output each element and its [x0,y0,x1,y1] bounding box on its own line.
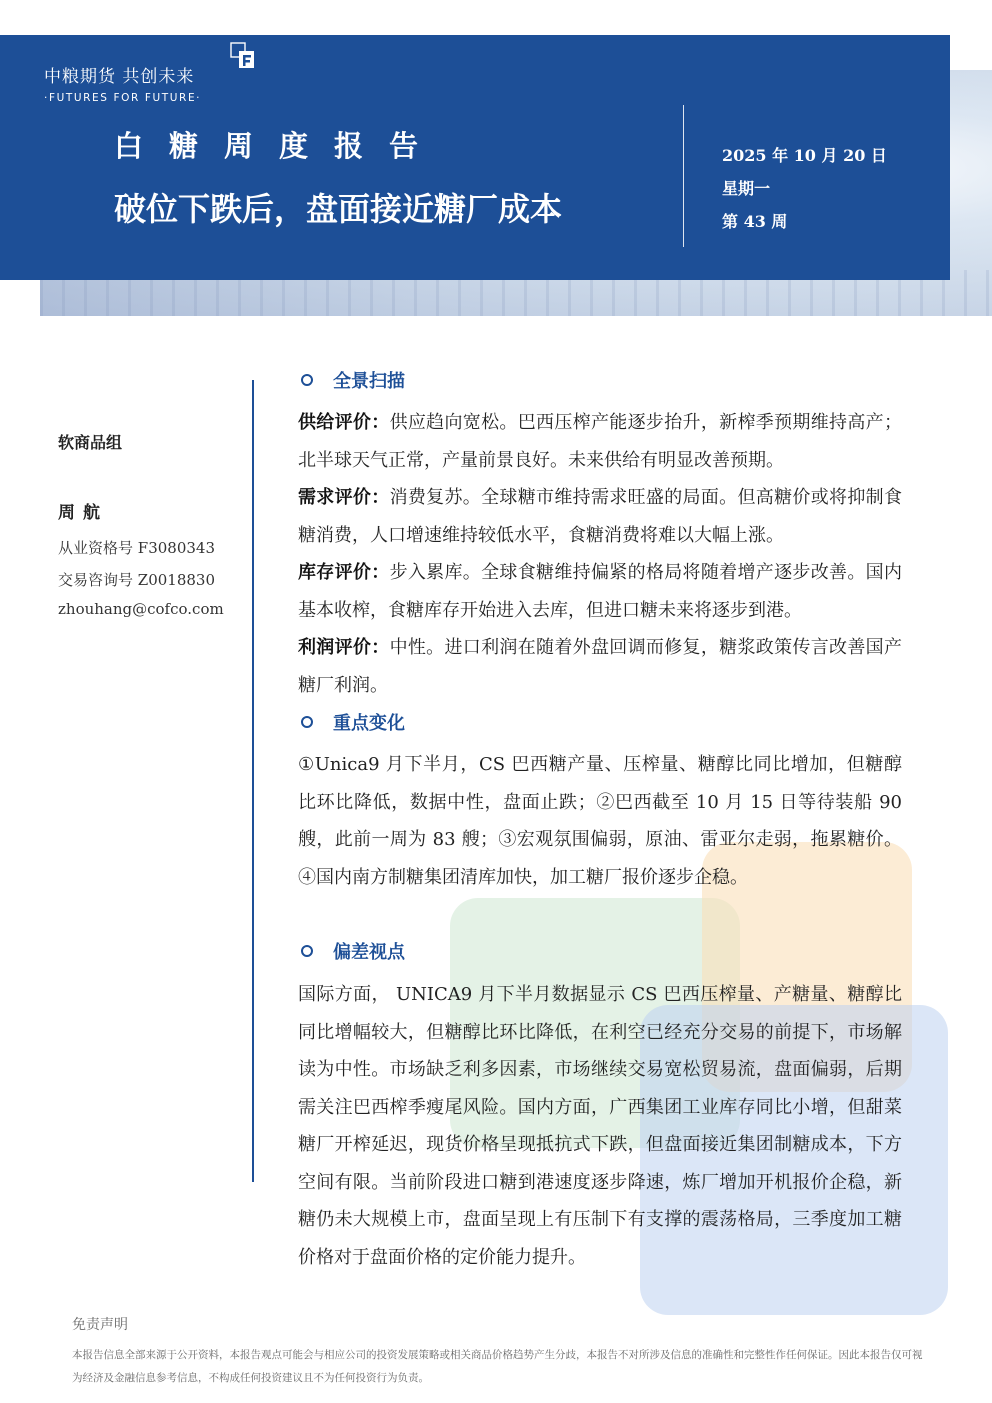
report-date: 2025 年 10 月 20 日 [722,146,887,165]
report-title: 白糖周度报告 [114,129,445,163]
key-changes-paragraph: ①Unica9 月下半月，CS 巴西糖产量、压榨量、糖醇比同比增加，但糖醇比环比降低，数据中性，盘面止跌；②巴西截至 10 月 15 日等待装船 90 艘，此前一周为 83 艘；③宏观氛围偏弱，原油、雷亚尔走弱，拖累糖价。④国内南方制糖集团清库加快，加工糖厂报价逐步企稳。 [298,754,902,888]
column-divider [252,380,254,1182]
report-meta [722,146,887,245]
report-week: 第 43 周 [722,212,788,231]
analyst-group: 软商品组 [58,433,123,452]
logo-chinese-text: 中粮期货 共创未来 [44,67,195,87]
supply-item: 供给评价：供应趋向宽松。巴西压榨产能逐步抬升，新榨季预期维持高产；北半球天气正常，产量前景良好。未来供给有明显改善预期。 [298,412,902,471]
overview-paragraph [298,404,902,704]
report-subtitle: 破位下跌后，盘面接近糖厂成本 [114,190,563,228]
cert-value: F3080343 [137,539,216,557]
consult-label: 交易咨询号 [58,571,134,589]
consult-value: Z0018830 [137,571,216,589]
cert-number [58,537,215,558]
section-heading-key-changes: 重点变化 [298,708,405,736]
profit-item: 利润评价：中性。进口利润在随着外盘回调而修复，糖浆政策传言改善国产糖厂利润。 [298,637,902,696]
section-heading-deviation: 偏差视点 [298,937,405,965]
deviation-paragraph: 国际方面， UNICA9 月下半月数据显示 CS 巴西压榨量、产糖量、糖醇比同比增幅较大，但糖醇比环比降低，在利空已经充分交易的前提下，市场解读为中性。市场缺乏利多因素，市场继续交易宽松贸易流，盘面偏弱，后期需关注巴西榨季瘦尾风险。国内方面，广西集团工业库存同比小增，但甜菜糖厂开榨延迟，现货价格呈现抵抗式下跌，但盘面接近集团制糖成本，下方空间有限。当前阶段进口糖到港速度逐步降速，炼厂增加开机报价企稳，新糖仍未大规模上市，盘面呈现上有压制下有支撑的震荡格局，三季度加工糖价格对于盘面价格的定价能力提升。 [298,984,902,1268]
logo-english-text: ·FUTURES FOR FUTURE· [44,92,202,104]
company-logo [44,62,201,104]
cert-label: 从业资格号 [58,539,134,557]
circle-bullet-icon [301,945,313,957]
consult-number [58,569,215,590]
section-heading-overview: 全景扫描 [298,366,405,394]
report-weekday: 星期一 [722,179,771,198]
analyst-panel [58,430,224,618]
disclaimer-title: 免责声明 [72,1317,128,1333]
disclaimer [72,1314,924,1390]
inventory-item: 库存评价：步入累库。全球食糖维持偏紧的格局将随着增产逐步改善。国内基本收榨，食糖库存开始进入去库，但进口糖未来将逐步到港。 [298,562,902,621]
analyst-name: 周航 [58,503,108,523]
header-divider [683,105,684,247]
logo-mark-icon [230,42,256,70]
disclaimer-text: 本报告信息全部来源于公开资料，本报告观点可能会与相应公司的投资发展策略或相关商品价格趋势产生分歧，本报告不对所涉及信息的准确性和完整性作任何保证。因此本报告仅可视为经济及金融信息参考信息，不构成任何投资建议且不为任何投资行为负责。 [72,1349,923,1384]
demand-item: 需求评价：消费复苏。全球糖市维持需求旺盛的局面。但高糖价或将抑制食糖消费，人口增速维持较低水平，食糖消费将难以大幅上涨。 [298,487,902,546]
circle-bullet-icon [301,374,313,386]
analyst-email[interactable]: zhouhang@cofco.com [58,600,224,618]
circle-bullet-icon [301,716,313,728]
